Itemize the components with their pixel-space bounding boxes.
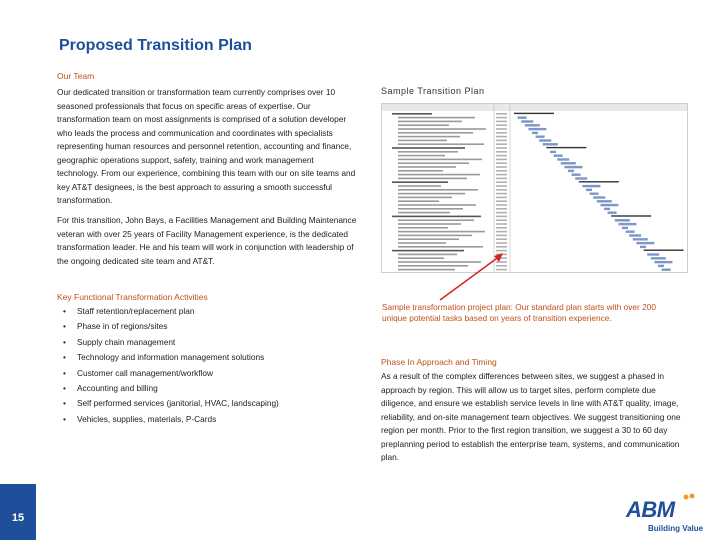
gantt-task-label <box>398 200 439 202</box>
gantt-duration <box>496 174 507 176</box>
gantt-duration <box>496 208 507 210</box>
gantt-duration <box>496 113 507 115</box>
gantt-bar <box>557 158 569 160</box>
gantt-duration <box>496 212 507 214</box>
gantt-duration <box>496 200 507 202</box>
gantt-duration <box>496 269 507 271</box>
gantt-bar <box>539 139 551 141</box>
gantt-duration <box>496 204 507 206</box>
gantt-duration <box>496 257 507 259</box>
gantt-bar <box>575 177 587 179</box>
gantt-duration <box>496 238 507 240</box>
gantt-task-label <box>398 185 441 187</box>
activities-list <box>63 304 279 427</box>
gantt-task-label <box>398 174 480 176</box>
gantt-task-label <box>398 140 447 142</box>
gantt-duration <box>496 124 507 126</box>
gantt-bar <box>662 269 671 271</box>
gantt-bar <box>593 196 605 198</box>
gantt-bar <box>644 250 684 251</box>
gantt-bar <box>525 124 540 126</box>
gantt-bar <box>582 185 600 187</box>
gantt-bar <box>608 212 617 214</box>
gantt-bar <box>615 219 630 221</box>
gantt-task-label <box>398 219 474 221</box>
sample-gantt-image <box>381 103 688 273</box>
list-item: • Customer call management/workflow <box>63 366 279 381</box>
gantt-bar <box>626 231 635 233</box>
gantt-bar <box>579 181 619 182</box>
gantt-bar <box>568 170 574 172</box>
abm-logo: ABM <box>626 497 675 522</box>
gantt-task-label <box>398 193 465 195</box>
gantt-duration <box>496 151 507 153</box>
gantt-bar <box>633 238 648 240</box>
gantt-bar <box>586 189 592 191</box>
gantt-bar <box>572 174 581 176</box>
list-item: • Vehicles, supplies, materials, P-Cards <box>63 412 279 427</box>
gantt-bar <box>590 193 599 195</box>
gantt-duration <box>496 227 507 229</box>
gantt-bar <box>564 166 582 168</box>
gantt-task-label <box>398 143 484 145</box>
gantt-task-label <box>398 227 448 229</box>
gantt-task-label <box>398 204 476 206</box>
our-team-heading: Our Team <box>57 71 95 81</box>
gantt-task-label <box>398 242 446 244</box>
gantt-duration <box>496 265 507 267</box>
gantt-task-label <box>398 265 468 267</box>
gantt-duration <box>496 170 507 172</box>
gantt-task-label <box>398 159 482 161</box>
phase-paragraph: As a result of the complex differences between sites, we suggest a phased in approach by region. This will allow us to target sites, perform complete due diligence, and ensure we establish service levels in line with AT&T quality, image, reliability, and on-site management team objectives. We suggest transitioning one region per month. Prior to the first region transition, we suggest a 30 to 60 day preplanning period to establish the enterprise team, systems, and communication plan. <box>381 371 681 462</box>
gantt-bar <box>528 128 546 130</box>
gantt-bar <box>521 120 533 122</box>
page-title: Proposed Transition Plan <box>59 37 252 54</box>
gantt-task-label <box>398 231 485 233</box>
gantt-bar <box>561 162 576 164</box>
gantt-duration <box>496 231 507 233</box>
gantt-bar <box>658 265 664 267</box>
gantt-duration <box>496 246 507 248</box>
gantt-duration <box>496 132 507 134</box>
gantt-bar <box>604 208 610 210</box>
gantt-duration <box>496 223 507 225</box>
gantt-task-label <box>398 238 459 240</box>
gantt-task-label <box>398 128 486 130</box>
gantt-duration <box>496 193 507 195</box>
gantt-bar <box>546 147 586 148</box>
transition-leader-paragraph: For this transition, John Bays, a Facilities Management and Building Maintenance veteran with over 25 years of Facility Management experience, is the dedicated transformation leader. He and his team will work in conjunction with leadership of the ongoing dedicated site team and AT&T. <box>57 215 357 266</box>
logo-tagline: Building Value <box>648 524 704 533</box>
gantt-task-label <box>392 113 432 115</box>
gantt-bar <box>597 200 612 202</box>
gantt-task-label <box>392 181 448 183</box>
activities-heading: Key Functional Transformation Activities <box>57 292 208 302</box>
gantt-duration <box>496 162 507 164</box>
phase-heading: Phase In Approach and Timing <box>381 357 497 367</box>
gantt-bar <box>636 242 654 244</box>
our-team-paragraph: Our dedicated transition or transformation team currently comprises over 10 seasoned professionals that focus on specific areas of expertise. Our transformation team on most assignments is comprised of a solution developer who leads the process and communication and coordinates with specialists representing human resources and personnel retention, accounting and finance, geographic operations support, safety, training and work management technology. From our experience, combining this team with our on site teams and key AT&T designees, is the best approach to assuring a smooth successful transformation. <box>57 87 356 205</box>
gantt-bar <box>611 215 651 216</box>
gantt-task-label <box>398 166 456 168</box>
gantt-task-label <box>398 136 460 138</box>
gantt-task-label <box>398 197 452 199</box>
gantt-duration <box>496 147 507 149</box>
gantt-duration <box>496 136 507 138</box>
gantt-task-label <box>392 250 464 252</box>
gantt-duration <box>496 178 507 180</box>
gantt-task-label <box>398 269 455 271</box>
gantt-task-label <box>398 223 461 225</box>
gantt-task-label <box>398 121 462 123</box>
gantt-task-label <box>398 155 445 157</box>
gantt-bar <box>647 253 659 255</box>
gantt-duration <box>496 261 507 263</box>
list-item: • Technology and information management solutions <box>63 350 279 365</box>
gantt-task-label <box>398 189 478 191</box>
gantt-task-label <box>398 212 450 214</box>
sample-plan-title: Sample Transition Plan <box>381 86 485 96</box>
page-number: 15 <box>11 512 25 524</box>
gantt-bar <box>654 261 672 263</box>
gantt-bar <box>600 204 618 206</box>
gantt-duration <box>496 216 507 218</box>
gantt-task-label <box>398 257 444 259</box>
gantt-duration <box>496 166 507 168</box>
gantt-bar <box>518 117 527 119</box>
list-item: • Staff retention/replacement plan <box>63 304 279 319</box>
gantt-bar <box>629 234 641 236</box>
gantt-task-label <box>398 132 473 134</box>
gantt-bar <box>622 227 628 229</box>
list-item: • Supply chain management <box>63 335 279 350</box>
gantt-duration <box>496 155 507 157</box>
gantt-bar <box>543 143 558 145</box>
gantt-bar <box>651 257 666 259</box>
gantt-bar <box>532 132 538 134</box>
gantt-bar <box>514 113 554 114</box>
gantt-task-label <box>398 261 481 263</box>
gantt-task-label <box>398 208 463 210</box>
gantt-bar <box>618 223 636 225</box>
gantt-task-label <box>392 147 465 149</box>
gantt-duration <box>496 242 507 244</box>
gantt-duration <box>496 254 507 256</box>
gantt-duration <box>496 128 507 130</box>
gantt-duration <box>496 121 507 123</box>
gantt-duration <box>496 159 507 161</box>
gantt-task-label <box>398 124 449 126</box>
gantt-duration <box>496 197 507 199</box>
gantt-duration <box>496 250 507 252</box>
gantt-thumbnail <box>382 104 687 272</box>
gantt-bar <box>554 155 563 157</box>
gantt-bar <box>640 246 646 248</box>
gantt-task-label <box>398 170 443 172</box>
gantt-task-label <box>398 151 458 153</box>
gantt-duration <box>496 189 507 191</box>
gantt-duration <box>496 140 507 142</box>
gantt-bar <box>550 151 556 153</box>
gantt-duration <box>496 235 507 237</box>
gantt-task-label <box>398 178 467 180</box>
gantt-duration <box>496 143 507 145</box>
list-item: • Phase in of regions/sites <box>63 319 279 334</box>
gantt-duration <box>496 117 507 119</box>
list-item: • Self performed services (janitorial, HVAC, landscaping) <box>63 396 279 411</box>
gantt-task-label <box>398 254 457 256</box>
gantt-duration <box>496 185 507 187</box>
logo-mark-icon <box>683 493 697 501</box>
sample-plan-caption: Sample transformation project plan: Our standard plan starts with over 200 unique potential tasks based on years of transition experience. <box>382 302 656 323</box>
gantt-bar <box>536 136 545 138</box>
gantt-task-label <box>398 246 483 248</box>
gantt-duration <box>496 181 507 183</box>
gantt-task-label <box>398 235 472 237</box>
list-item: • Accounting and billing <box>63 381 279 396</box>
gantt-duration <box>496 219 507 221</box>
gantt-task-label <box>392 216 481 218</box>
gantt-task-label <box>398 162 469 164</box>
gantt-task-label <box>398 117 475 119</box>
